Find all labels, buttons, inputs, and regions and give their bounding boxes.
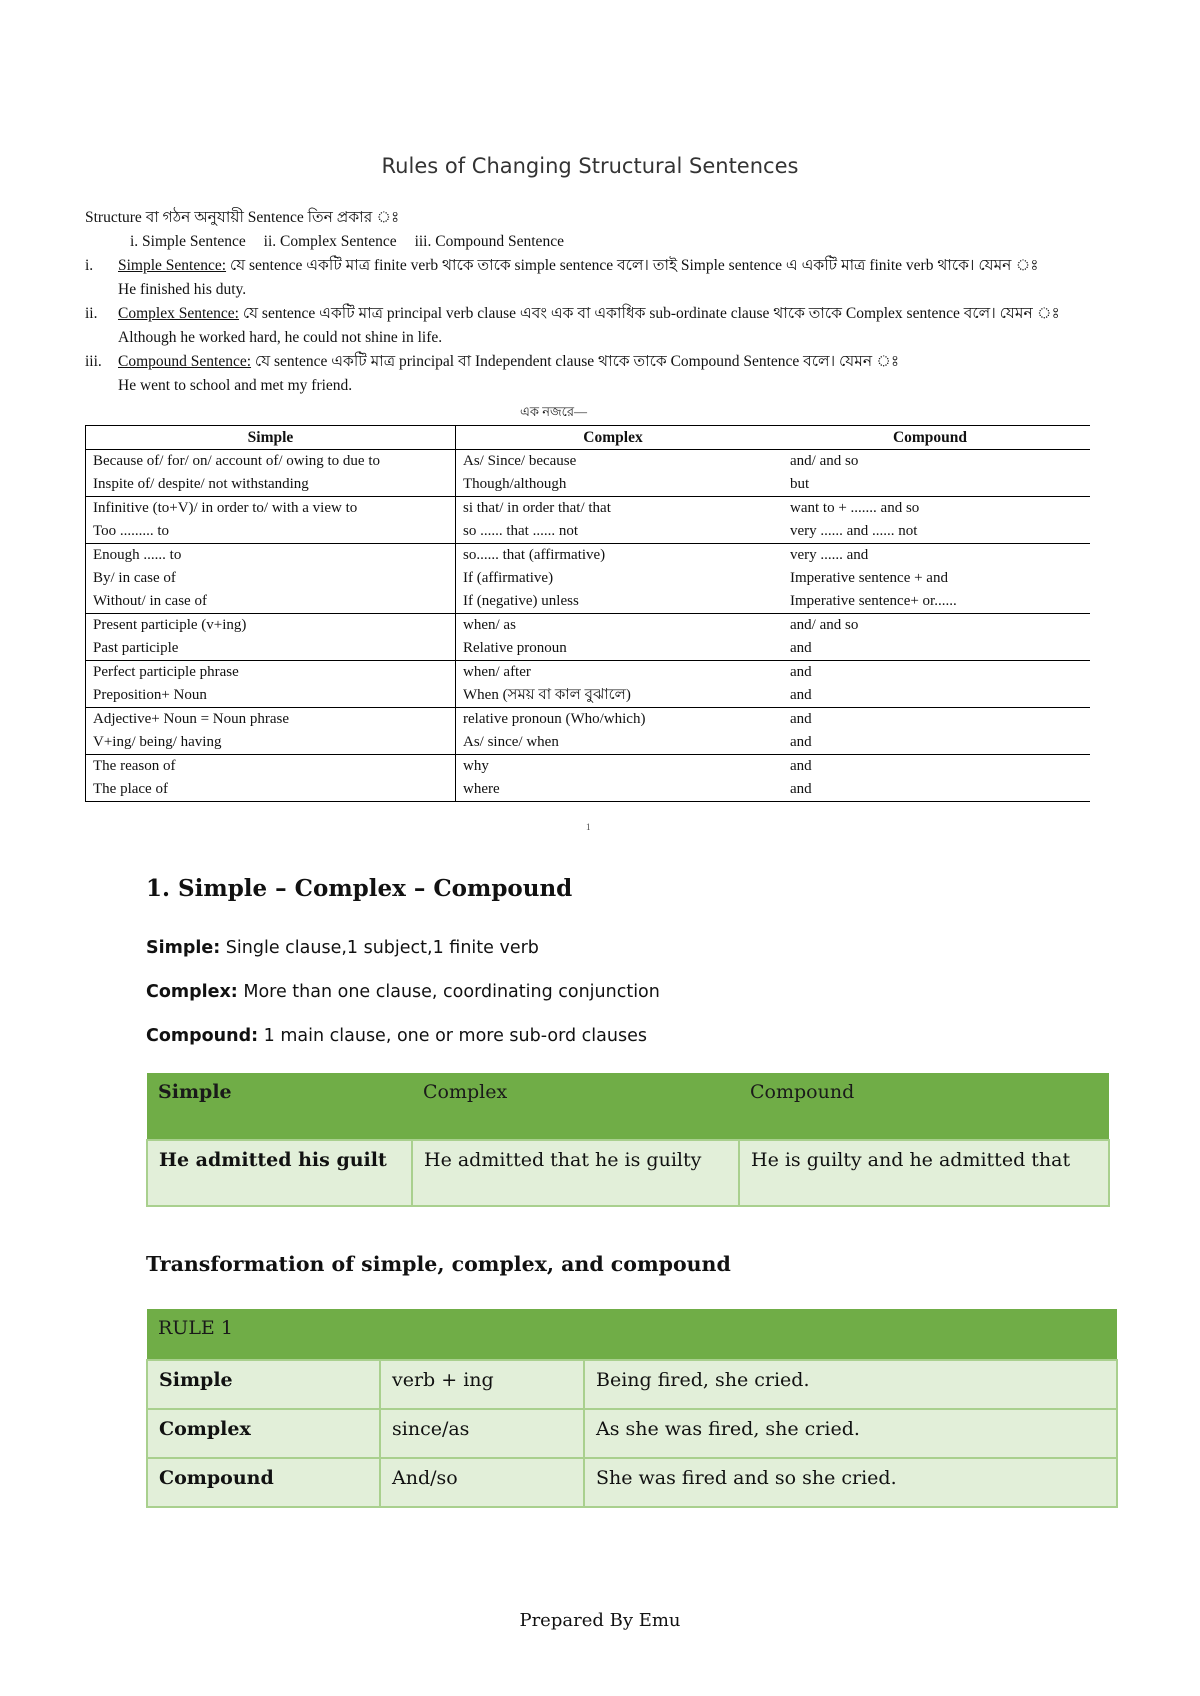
- cell-complex: Though/although: [456, 473, 771, 497]
- example-table: [146, 1073, 1110, 1207]
- cell-compound: and: [790, 711, 812, 727]
- definition-label: Compound:: [146, 1026, 259, 1046]
- definition-term: Complex Sentence:: [118, 305, 239, 322]
- section-definitions: [146, 938, 660, 1070]
- rule-table: [146, 1309, 1118, 1508]
- cell-complex: If (negative) unless: [456, 590, 771, 614]
- type-simple: i. Simple Sentence: [130, 233, 246, 250]
- rule-example: Being fired, she cried.: [584, 1360, 1117, 1409]
- header-compound: Compound: [770, 426, 1090, 450]
- cell-complex: when/ after: [463, 664, 531, 680]
- cell-compound: and: [770, 684, 1090, 708]
- rules-table-row: [86, 755, 1091, 779]
- cell-compound: and/ and so: [790, 453, 859, 469]
- page-title: Rules of Changing Structural Sentences: [381, 154, 799, 178]
- cell-simple: Present participle (v+ing): [86, 614, 456, 638]
- rule-connector: verb + ing: [380, 1360, 584, 1409]
- transformation-heading: Transformation of simple, complex, and compound: [146, 1252, 731, 1276]
- cell-simple: Too ......... to: [86, 520, 456, 544]
- cell-complex: so ...... that ...... not: [456, 520, 771, 544]
- cell-simple: The reason of: [86, 755, 456, 779]
- intro-section: [85, 206, 1095, 398]
- cell-complex: As/ since/ when: [456, 731, 771, 755]
- definition-simple: [85, 254, 1095, 278]
- cell-simple: V+ing/ being/ having: [86, 731, 456, 755]
- header-simple: Simple: [147, 1073, 412, 1140]
- rules-table-row: [86, 497, 1091, 521]
- definition-line: [146, 982, 660, 1002]
- definition-label: Simple:: [146, 938, 221, 958]
- cell-simple: Perfect participle phrase: [86, 661, 456, 685]
- rule-type: Complex: [147, 1409, 380, 1458]
- definition-complex: [85, 302, 1095, 326]
- example-table-header: [147, 1073, 1109, 1140]
- cell-simple: Preposition+ Noun: [86, 684, 456, 708]
- rules-table-row: [86, 450, 1091, 474]
- cell-compound: very ...... and: [790, 547, 869, 563]
- cell-compound: want to + ....... and so: [790, 500, 920, 516]
- cell-simple: By/ in case of: [86, 567, 456, 590]
- cell-compound: and: [770, 778, 1090, 802]
- rules-table-row: [86, 567, 1091, 590]
- rule-type: Simple: [147, 1360, 380, 1409]
- cell-complex: Relative pronoun: [456, 637, 771, 661]
- rule-table-header: [147, 1309, 1117, 1360]
- definition-text: More than one clause, coordinating conjunction: [237, 982, 660, 1002]
- cell-compound: and: [770, 637, 1090, 661]
- cell-complex: so...... that (affirmative): [463, 547, 606, 563]
- example-table-row: [147, 1140, 1109, 1206]
- intro-lead: Structure বা গঠন অনুযায়ী Sentence তিন প্রকার ঃ: [85, 209, 400, 226]
- rules-table-row: [86, 684, 1091, 708]
- cell-compound: and/ and so: [790, 617, 859, 633]
- definition-text: Single clause,1 subject,1 finite verb: [220, 938, 539, 958]
- cell-simple: Infinitive (to+V)/ in order to/ with a view to: [86, 497, 456, 521]
- cell-complex: relative pronoun (Who/which): [463, 711, 646, 727]
- rules-table-row: [86, 708, 1091, 732]
- cell-simple: He admitted his guilt: [147, 1140, 412, 1206]
- definition-example: He went to school and met my friend.: [118, 377, 353, 394]
- footer-credit: Prepared By Emu: [519, 1610, 681, 1631]
- cell-simple: Because of/ for/ on/ account of/ owing to due to: [86, 450, 456, 474]
- rules-table-row: [86, 778, 1091, 802]
- rules-table-row: [86, 614, 1091, 638]
- definition-number: i.: [85, 257, 94, 274]
- header-complex: Complex: [412, 1073, 739, 1140]
- type-compound: iii. Compound Sentence: [414, 233, 564, 250]
- cell-simple: Enough ...... to: [86, 544, 456, 568]
- definition-text: যে sentence একটি মাত্র principal বা Independent clause থাকে তাকে Compound Sentence বলে। যেমন ঃ: [251, 353, 900, 370]
- cell-compound: and: [770, 731, 1090, 755]
- definition-line: [146, 938, 660, 958]
- definition-term: Compound Sentence:: [118, 353, 252, 370]
- cell-compound: Imperative sentence + and: [790, 570, 948, 586]
- rule-row: [147, 1360, 1117, 1409]
- rule-example: As she was fired, she cried.: [584, 1409, 1117, 1458]
- rule-connector: since/as: [380, 1409, 584, 1458]
- cell-compound: but: [770, 473, 1090, 497]
- rule-example: She was fired and so she cried.: [584, 1458, 1117, 1507]
- definition-label: Complex:: [146, 982, 238, 1002]
- cell-complex: As/ Since/ because: [463, 453, 577, 469]
- cell-simple: Without/ in case of: [86, 590, 456, 614]
- definition-text: 1 main clause, one or more sub-ord clauses: [258, 1026, 647, 1046]
- rules-table-row: [86, 520, 1091, 544]
- cell-complex: when/ as: [463, 617, 516, 633]
- cell-compound: and: [790, 664, 812, 680]
- section-heading: 1. Simple – Complex – Compound: [146, 875, 573, 902]
- header-compound: Compound: [739, 1073, 1109, 1140]
- rule-row: [147, 1458, 1117, 1507]
- definition-example: He finished his duty.: [118, 281, 247, 298]
- sentence-types-list: [85, 230, 1095, 254]
- cell-complex: When (সময় বা কাল বুঝালে): [456, 684, 771, 708]
- rule-row: [147, 1409, 1117, 1458]
- rules-table: [85, 425, 1090, 802]
- definition-text: যে sentence একটি মাত্র principal verb clause এবং এক বা একাধিক sub-ordinate clause থাকে তাকে Complex sentence বলে। যেমন ঃ: [238, 305, 1060, 322]
- rule-type: Compound: [147, 1458, 380, 1507]
- rule-connector: And/so: [380, 1458, 584, 1507]
- cell-complex: where: [456, 778, 771, 802]
- definition-line: [146, 1026, 660, 1046]
- rules-table-row: [86, 637, 1091, 661]
- definition-term: Simple Sentence:: [118, 257, 227, 274]
- cell-simple: The place of: [86, 778, 456, 802]
- cell-complex: He admitted that he is guilty: [412, 1140, 739, 1206]
- definition-number: iii.: [85, 353, 102, 370]
- rule-title: RULE 1: [147, 1309, 1117, 1360]
- type-complex: ii. Complex Sentence: [263, 233, 397, 250]
- header-simple: Simple: [86, 426, 456, 450]
- definition-text: যে sentence একটি মাত্র finite verb থাকে তাকে simple sentence বলে। তাই Simple sentence এ একটি মাত্র finite verb থাকে। যেমন ঃ: [226, 257, 1039, 274]
- cell-simple: Past participle: [86, 637, 456, 661]
- cell-compound: Imperative sentence+ or......: [770, 590, 1090, 614]
- cell-complex: si that/ in order that/ that: [463, 500, 611, 516]
- cell-complex: why: [463, 758, 489, 774]
- rules-table-row: [86, 731, 1091, 755]
- page-number: 1: [586, 822, 591, 832]
- cell-compound: very ...... and ...... not: [770, 520, 1090, 544]
- cell-simple: Inspite of/ despite/ not withstanding: [86, 473, 456, 497]
- at-a-glance-label: এক নজরে—: [520, 404, 587, 419]
- rules-table-row: [86, 590, 1091, 614]
- rules-table-header: [86, 426, 1091, 450]
- definition-number: ii.: [85, 305, 98, 322]
- rules-table-row: [86, 544, 1091, 568]
- rules-table-row: [86, 473, 1091, 497]
- cell-simple: Adjective+ Noun = Noun phrase: [86, 708, 456, 732]
- cell-complex: If (affirmative): [463, 570, 554, 586]
- definition-example: Although he worked hard, he could not shine in life.: [118, 329, 443, 346]
- header-complex: Complex: [456, 426, 771, 450]
- cell-compound: and: [790, 758, 812, 774]
- cell-compound: He is guilty and he admitted that: [739, 1140, 1109, 1206]
- rules-table-row: [86, 661, 1091, 685]
- definition-compound: [85, 350, 1095, 374]
